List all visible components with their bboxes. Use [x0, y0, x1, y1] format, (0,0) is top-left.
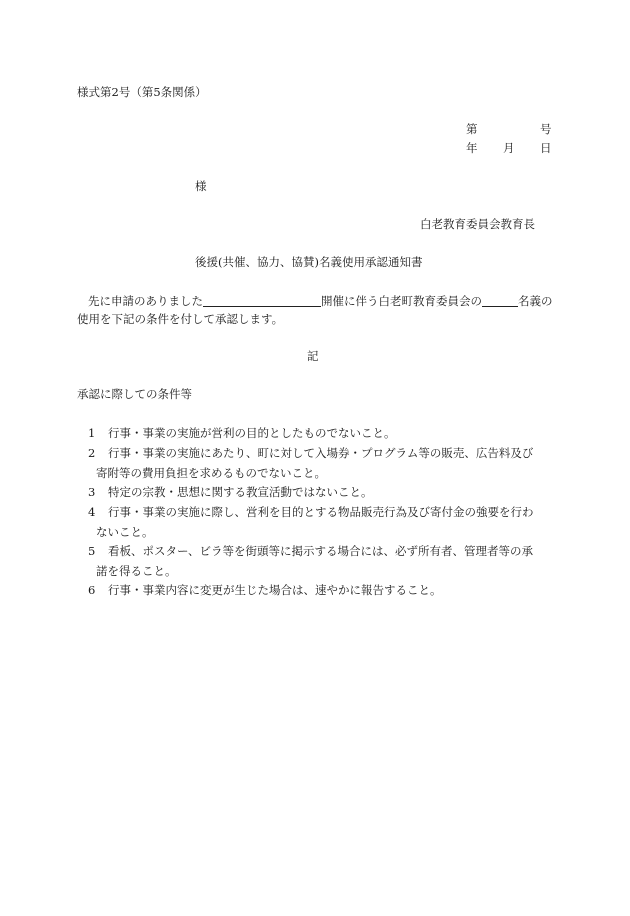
condition-item: [88, 541, 554, 581]
condition-text: 看板、ポスター、ビラ等を街頭等に掲示する場合には、必ず所有者、管理者等の承: [108, 544, 534, 558]
condition-number: 4: [88, 505, 96, 519]
org-name-blank: [482, 294, 518, 307]
condition-text-cont: ないこと。: [96, 525, 154, 539]
body-line-1: [88, 294, 553, 308]
date-day: 日: [540, 141, 552, 155]
event-name-blank: [203, 294, 321, 307]
condition-text-cont: 寄附等の費用負担を求めるものでないこと。: [96, 466, 326, 480]
addressee-suffix: 様: [195, 179, 207, 193]
condition-text: 特定の宗教・思想に関する教宣活動ではないこと。: [108, 485, 373, 499]
condition-number: 6: [88, 583, 96, 597]
date-month: 月: [503, 141, 515, 155]
condition-number: 2: [88, 446, 96, 460]
condition-item: [88, 482, 554, 502]
condition-text-cont: 諾を得ること。: [96, 564, 177, 578]
body-part-1: 先に申請のありました: [88, 294, 203, 308]
condition-item: [88, 443, 554, 483]
condition-text: 行事・事業内容に変更が生じた場合は、速やかに報告すること。: [108, 583, 442, 597]
body-part-2: 開催に伴う白老町教育委員会の: [321, 294, 482, 308]
form-id: 様式第2号（第5条関係）: [77, 85, 207, 99]
sender: 白老教育委員会教育長: [420, 217, 535, 231]
condition-number: 1: [88, 426, 96, 440]
number-suffix: 号: [540, 122, 552, 136]
ki-label: 記: [307, 349, 319, 363]
condition-number: 3: [88, 485, 96, 499]
number-prefix: 第: [466, 122, 478, 136]
condition-text: 行事・事業の実施に際し、営利を目的とする物品販売行為及び寄付金の強要を行わ: [108, 505, 534, 519]
body-part-3: 名義の: [518, 294, 553, 308]
condition-item: [88, 423, 554, 443]
date-year: 年: [466, 141, 478, 155]
conditions-heading: 承認に際しての条件等: [77, 387, 192, 401]
body-line-2: 使用を下記の条件を付して承認します。: [77, 312, 284, 326]
document-title: 後援(共催、協力、協賛)名義使用承認通知書: [195, 255, 423, 269]
condition-number: 5: [88, 544, 96, 558]
condition-item: [88, 502, 554, 542]
condition-text: 行事・事業の実施が営利の目的としたものでないこと。: [108, 426, 396, 440]
condition-text: 行事・事業の実施にあたり、町に対して入場券・プログラム等の販売、広告料及び: [108, 446, 534, 460]
condition-item: [88, 580, 554, 600]
